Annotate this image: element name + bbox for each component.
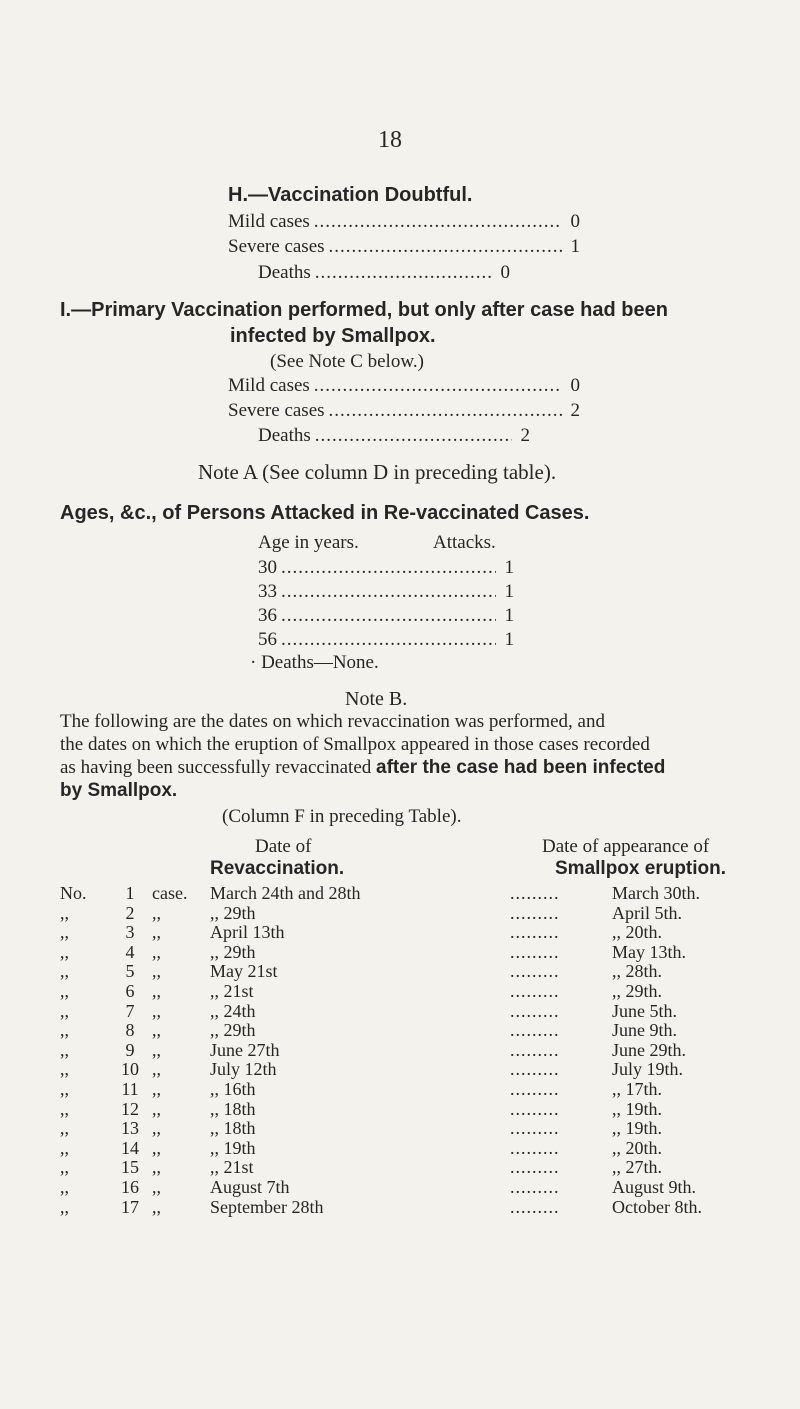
row-app-date: April 5th. [612, 902, 682, 923]
leader-dots: ......... [510, 1098, 560, 1119]
attacks-value: 1 [504, 605, 514, 626]
table-row [60, 1041, 762, 1061]
table-row [60, 1100, 762, 1120]
row-no: ,, [60, 1039, 69, 1060]
table-row [60, 962, 762, 982]
section-h-mild-row [228, 211, 580, 233]
row-case: ,, [152, 902, 161, 923]
row-no: ,, [60, 1000, 69, 1021]
attacks-value: 1 [504, 557, 514, 578]
row-value: 0 [500, 262, 510, 283]
row-rev-date: May 21st [210, 961, 278, 982]
row-no: ,, [60, 902, 69, 923]
row-rev-date: July 12th [210, 1059, 277, 1080]
page-number: 18 [378, 127, 402, 153]
revaccination-table [60, 884, 762, 1217]
row-no: No. [60, 883, 87, 903]
row-app-date: ,, 17th. [612, 1078, 663, 1099]
col-header-app-2: Smallpox eruption. [555, 858, 727, 879]
note-a: Note A (See column D in preceding table). [198, 460, 557, 484]
leader-dots: ......... [510, 883, 560, 903]
row-case: ,, [152, 1078, 161, 1099]
row-rev-date: ,, 24th [210, 1000, 256, 1021]
ages-row [258, 605, 514, 627]
row-num: 4 [125, 941, 135, 962]
row-num: 1 [125, 883, 135, 903]
age-value: 33 [258, 581, 277, 602]
row-app-date: ,, 27th. [612, 1157, 663, 1178]
ages-row [258, 581, 514, 603]
leader-dots: ......... [510, 1118, 560, 1139]
row-case: ,, [152, 1176, 161, 1197]
row-rev-date: ,, 19th [210, 1137, 256, 1158]
row-rev-date: ,, 29th [210, 941, 256, 962]
row-no: ,, [60, 1098, 69, 1119]
leader-dots: ......... [510, 902, 560, 923]
row-num: 9 [125, 1039, 135, 1060]
row-no: ,, [60, 1196, 69, 1217]
row-case: ,, [152, 1020, 161, 1041]
section-h-deaths-row [258, 262, 510, 284]
row-value: 0 [570, 375, 580, 396]
table-row [60, 982, 762, 1002]
row-case: ,, [152, 1137, 161, 1158]
leader-dots: ......... [510, 1137, 560, 1158]
row-case: ,, [152, 1059, 161, 1080]
ages-row [258, 629, 514, 651]
row-num: 12 [121, 1098, 139, 1119]
row-app-date: ,, 20th. [612, 1137, 663, 1158]
row-app-date: June 29th. [612, 1039, 686, 1060]
row-value: 2 [570, 400, 580, 421]
row-case: ,, [152, 922, 161, 943]
row-no: ,, [60, 980, 69, 1001]
row-num: 14 [121, 1137, 139, 1158]
row-no: ,, [60, 1157, 69, 1178]
note-b-para-line2: the dates on which the eruption of Smallpox appeared in those cases recorded [60, 734, 650, 755]
row-value: 2 [520, 425, 530, 446]
leader-dots: ......... [510, 1078, 560, 1099]
row-rev-date: ,, 29th [210, 902, 256, 923]
note-b-para-line3-a: as having been successfully revaccinated [60, 757, 372, 778]
row-rev-date: ,, 21st [210, 1157, 254, 1178]
row-rev-date: March 24th and 28th [210, 883, 361, 903]
row-rev-date: August 7th [210, 1176, 290, 1197]
row-label: Deaths [258, 262, 311, 283]
row-rev-date: ,, 16th [210, 1078, 256, 1099]
row-rev-date: ,, 18th [210, 1098, 256, 1119]
row-app-date: ,, 28th. [612, 961, 663, 982]
section-h-severe-row [228, 236, 580, 258]
row-label: Mild cases [228, 375, 310, 396]
row-no: ,, [60, 1118, 69, 1139]
row-num: 15 [121, 1157, 139, 1178]
section-h-heading: H.—Vaccination Doubtful. [228, 184, 473, 206]
attacks-value: 1 [504, 581, 514, 602]
row-case: ,, [152, 1039, 161, 1060]
row-num: 10 [121, 1059, 139, 1080]
row-no: ,, [60, 941, 69, 962]
row-app-date: October 8th. [612, 1196, 702, 1217]
row-value: 0 [570, 211, 580, 232]
table-row [60, 1178, 762, 1198]
row-num: 7 [125, 1000, 135, 1021]
attacks-value: 1 [504, 629, 514, 650]
ages-col-attacks: Attacks. [433, 532, 496, 553]
table-row [60, 1198, 762, 1218]
table-row [60, 1021, 762, 1041]
row-num: 3 [125, 922, 135, 943]
row-no: ,, [60, 1059, 69, 1080]
row-rev-date: ,, 29th [210, 1020, 256, 1041]
col-header-app-1: Date of appearance of [542, 836, 710, 857]
note-b-para-line3 [60, 757, 665, 779]
row-app-date: ,, 29th. [612, 980, 663, 1001]
row-case: ,, [152, 1118, 161, 1139]
row-rev-date: April 13th [210, 922, 285, 943]
table-row [60, 1080, 762, 1100]
age-value: 30 [258, 557, 277, 578]
section-i-deaths-row [258, 425, 530, 447]
row-rev-date: ,, 18th [210, 1118, 256, 1139]
row-num: 6 [125, 980, 135, 1001]
row-value: 1 [570, 236, 580, 257]
col-header-rev-1: Date of [255, 836, 312, 857]
note-b-column-ref: (Column F in preceding Table). [222, 806, 462, 827]
row-app-date: July 19th. [612, 1059, 684, 1080]
row-app-date: March 30th. [612, 883, 700, 903]
note-b-title: Note B. [345, 688, 408, 710]
row-no: ,, [60, 1020, 69, 1041]
age-value: 56 [258, 629, 277, 650]
row-case: ,, [152, 941, 161, 962]
ages-col-age: Age in years. [258, 532, 359, 553]
row-no: ,, [60, 1176, 69, 1197]
row-no: ,, [60, 1137, 69, 1158]
row-no: ,, [60, 1078, 69, 1099]
row-case: ,, [152, 1098, 161, 1119]
row-num: 8 [125, 1020, 135, 1041]
row-label: Mild cases [228, 211, 310, 232]
row-label: Deaths [258, 425, 311, 446]
leader-dots: ......... [510, 922, 560, 943]
ages-heading: Ages, &c., of Persons Attacked in Re-vaccinated Cases. [60, 502, 590, 524]
row-num: 17 [121, 1196, 139, 1217]
row-case: ,, [152, 961, 161, 982]
row-no: ,, [60, 961, 69, 982]
leader-dots: ......... [510, 1176, 560, 1197]
row-app-date: May 13th. [612, 941, 686, 962]
leader-dots: ......... [510, 961, 560, 982]
section-i-mild-row [228, 375, 580, 397]
row-app-date: June 5th. [612, 1000, 677, 1021]
row-num: 2 [125, 902, 135, 923]
row-label: Severe cases [228, 400, 325, 421]
leader-dots: ......... [510, 1020, 560, 1041]
row-case: case. [152, 883, 188, 903]
row-case: ,, [152, 980, 161, 1001]
leader-dots: ......... [510, 1157, 560, 1178]
leader-dots: ......... [510, 980, 560, 1001]
note-b-para-line4: by Smallpox. [60, 780, 178, 801]
section-i-heading-line2: infected by Smallpox. [230, 325, 436, 347]
row-case: ,, [152, 1196, 161, 1217]
row-rev-date: September 28th [210, 1196, 324, 1217]
row-case: ,, [152, 1157, 161, 1178]
table-row [60, 884, 762, 904]
row-num: 5 [125, 961, 135, 982]
table-row [60, 1119, 762, 1139]
row-case: ,, [152, 1000, 161, 1021]
table-row [60, 904, 762, 924]
section-i-note-ref: (See Note C below.) [270, 351, 424, 372]
leader-dots: ......... [510, 1000, 560, 1021]
ages-deaths-text: Deaths—None. [261, 652, 379, 673]
row-app-date: ,, 19th. [612, 1118, 663, 1139]
row-app-date: ,, 19th. [612, 1098, 663, 1119]
row-num: 16 [121, 1176, 139, 1197]
table-row [60, 943, 762, 963]
row-app-date: August 9th. [612, 1176, 697, 1197]
row-no: ,, [60, 922, 69, 943]
row-app-date: June 9th. [612, 1020, 677, 1041]
section-i-heading-line1: I.—Primary Vaccination performed, but only after case had been [60, 299, 668, 321]
table-row [60, 1139, 762, 1159]
section-i-severe-row [228, 400, 580, 422]
row-app-date: ,, 20th. [612, 922, 663, 943]
row-label: Severe cases [228, 236, 325, 257]
table-row [60, 923, 762, 943]
ages-row [258, 557, 514, 579]
leader-dots: ......... [510, 1196, 560, 1217]
table-row [60, 1002, 762, 1022]
age-value: 36 [258, 605, 277, 626]
ages-deaths: · Deaths—None. [250, 652, 379, 673]
leader-dots: ......... [510, 1039, 560, 1060]
leader-dots: ......... [510, 941, 560, 962]
row-num: 11 [121, 1078, 139, 1099]
col-header-rev-2: Revaccination. [210, 858, 345, 879]
table-row [60, 1158, 762, 1178]
note-b-para-line1: The following are the dates on which revaccination was performed, and [60, 711, 605, 732]
row-rev-date: June 27th [210, 1039, 280, 1060]
table-row [60, 1060, 762, 1080]
note-b-para-line3-b: after the case had been infected [376, 757, 666, 778]
row-rev-date: ,, 21st [210, 980, 254, 1001]
leader-dots: ......... [510, 1059, 560, 1080]
row-num: 13 [121, 1118, 139, 1139]
